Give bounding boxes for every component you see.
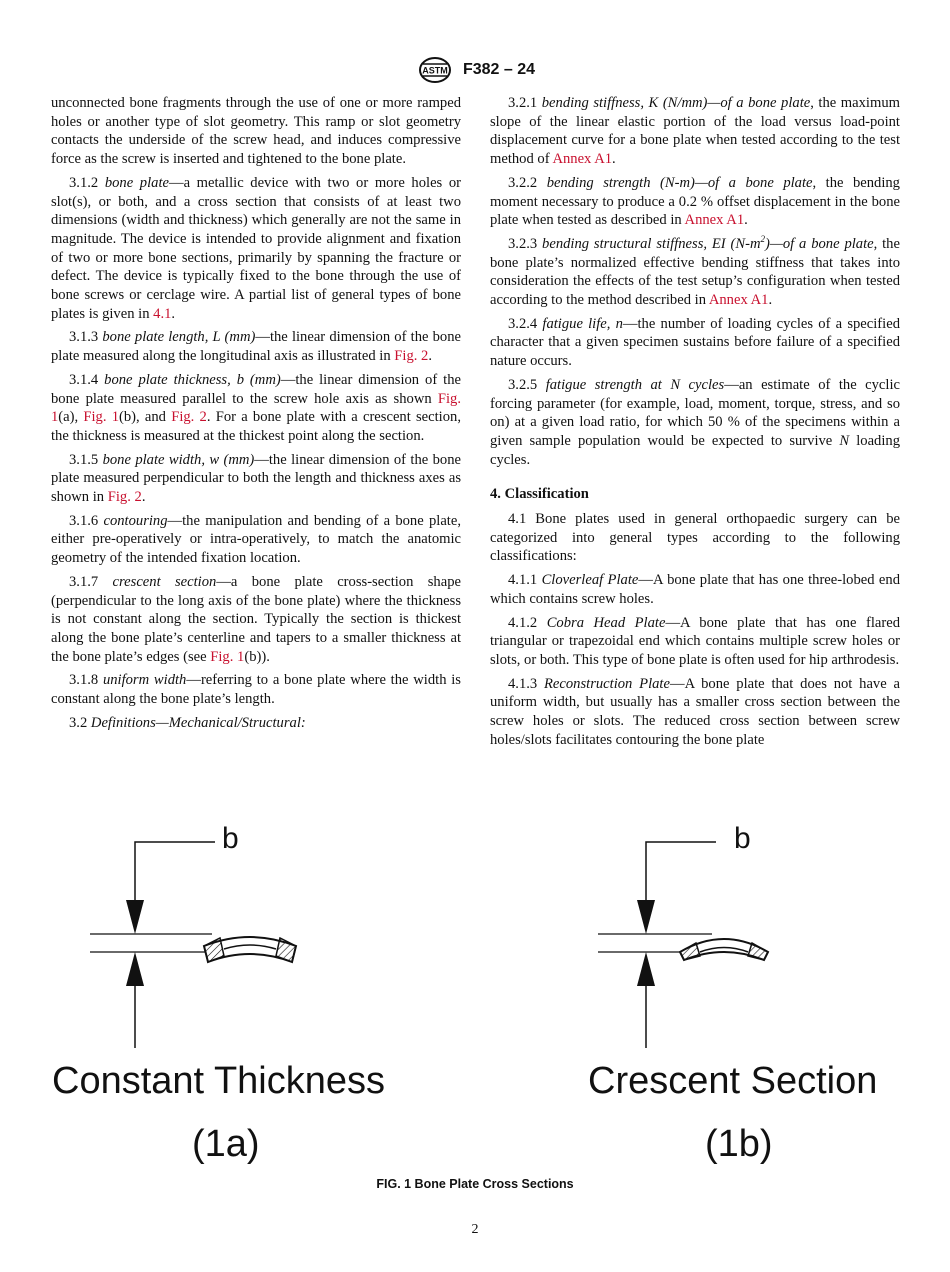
definition-cobra-head-plate: 4.1.2 Cobra Head Plate—A bone plate that has one flared triangular or trapezoidal end which contains multiple screw holes or slots, or both. This type of bone plate is often used for hip arthrodesis. xyxy=(490,614,900,668)
definition-bone-plate-width: 3.1.5 bone plate width, w (mm)—the linear dimension of the bone plate measured perpendicular to both the length and thickness axes as shown in Fig. 2. xyxy=(51,451,461,506)
definition-bending-strength: 3.2.2 bending strength (N-m)—of a bone plate, the bending moment necessary to produce a 0.2 % offset displacement in the bone plate when tested as described in Annex A1. xyxy=(490,174,900,229)
thickness-label-a: b xyxy=(222,822,239,855)
page-header xyxy=(0,56,950,84)
figure-link[interactable]: Fig. 1 xyxy=(210,648,245,665)
definition-cloverleaf-plate: 4.1.1 Cloverleaf Plate—A bone plate that has one three-lobed end which contains screw holes. xyxy=(490,572,900,607)
annex-link[interactable]: Annex A1 xyxy=(708,292,769,309)
figure-link[interactable]: Fig. 1 xyxy=(51,390,461,426)
definition-reconstruction-plate: 4.1.3 Reconstruction Plate—A bone plate that does not have a uniform width, but usually has a smaller cross section between the screw holes or slots. The reduced cross section between screw holes/slots facilitates contouring the bone plate xyxy=(490,675,900,748)
section-heading-classification: 4. Classification xyxy=(490,486,589,503)
page-number: 2 xyxy=(471,1222,479,1237)
annex-link[interactable]: Annex A1 xyxy=(552,151,613,168)
definition-bending-structural-stiffness: 3.2.3 bending structural stiffness, EI $(N-m^2)—of$ a bone plate, the bone plate’s normalized effective bending stiffness that takes into consideration the effects of the test setup’s configuration when tested according to the method described in Annex A1. xyxy=(490,234,900,309)
svg-text:ASTM: ASTM xyxy=(422,65,448,76)
constant-thickness-diagram xyxy=(90,842,296,1048)
annex-link[interactable]: Annex A1 xyxy=(684,212,745,229)
classification-intro: 4.1 Bone plates used in general orthopaedic surgery can be categorized into general types according to the following classifications: xyxy=(490,511,900,565)
definition-uniform-width: 3.1.8 uniform width—referring to a bone plate where the width is constant along the bone plate’s length. xyxy=(51,672,461,708)
definition-bone-plate-length: 3.1.3 bone plate length, L (mm)—the linear dimension of the bone plate measured along the longitudinal axis as illustrated in Fig. 2. xyxy=(51,329,461,365)
document-number: F382 – 24 xyxy=(462,61,536,78)
section-link[interactable]: 4.1 xyxy=(153,305,172,322)
label-constant-thickness: Constant Thickness xyxy=(52,1060,386,1102)
definition-bone-plate-thickness: 3.1.4 bone plate thickness, b (mm)—the linear dimension of the bone plate measured parallel to the screw hole axis as shown Fig. 1(a), Fig. 1(b), and Fig. 2. For a bone plate with a crescent section, the thickness is measured at the thickest point along the section. xyxy=(51,371,461,444)
right-column xyxy=(490,94,900,750)
label-1b: (1b) xyxy=(705,1123,773,1165)
label-1a: (1a) xyxy=(192,1123,260,1165)
left-column xyxy=(51,94,461,738)
figure-link[interactable]: Fig. 2 xyxy=(394,348,429,365)
definition-contouring: 3.1.6 contouring—the manipulation and bending of a bone plate, either pre-operatively or intra-operatively, to match the anatomic geometry of the intended fixation location. xyxy=(51,512,461,567)
paragraph: unconnected bone fragments through the use of one or more ramped holes or another type of slot geometry. This ramp or slot geometry contacts the underside of the screw head, and induces compressive force as the screw is inserted and tightened to the bone plate. xyxy=(51,95,461,168)
thickness-label-b: b xyxy=(734,822,751,855)
figure-link[interactable]: Fig. 2 xyxy=(107,489,142,506)
figure-link[interactable]: Fig. 1 xyxy=(83,409,120,426)
cross-section-drawing xyxy=(0,810,950,1180)
figure-bone-plate-cross-sections xyxy=(0,810,950,1180)
definition-bone-plate: 3.1.2 bone plate—a metallic device with two or more holes or slot(s), or both, and a cross section that consists of at least two dimensions (width and thickness) which generally are not the same in magnitude. The device is intended to provide alignment and fixation of two or more bone sections, primarily by spanning the fracture or defect. The device is typically fixed to the bone through the use of bone screws or cerclage wire. A partial list of general types of bone plates is given in 4.1. xyxy=(51,174,461,322)
section-mechanical-definitions: 3.2 Definitions—Mechanical/Structural: xyxy=(69,714,306,731)
definition-crescent-section: 3.1.7 crescent section—a bone plate cross-section shape (perpendicular to the long axis of the bone plate) where the thickness is not constant along the section. Typically the section is thickest along the bone plate’s centerline and tapers to a smaller thickness at the bone plate’s edges (see Fig. 1(b)). xyxy=(51,573,461,665)
definition-fatigue-life: 3.2.4 fatigue life, n—the number of loading cycles of a specified character that a given specimen sustains before failure of a specified nature occurs. xyxy=(490,315,900,370)
definition-fatigue-strength: 3.2.5 fatigue strength at N cycles—an estimate of the cyclic forcing parameter (for example, load, moment, torque, stress, and so on) at a given load ratio, for which 50 % of the specimens within a given sample population would be expected to survive N loading cycles. xyxy=(490,376,900,468)
astm-logo-icon xyxy=(415,56,455,84)
label-crescent-section: Crescent Section xyxy=(588,1060,878,1102)
crescent-section-diagram xyxy=(598,842,768,1048)
definition-bending-stiffness: 3.2.1 bending stiffness, K (N/mm)—of a bone plate, the maximum slope of the linear elastic portion of the load versus load-point displacement curve for a bone plate when tested according to the test method of Annex A1. xyxy=(490,95,900,168)
figure-caption: FIG. 1 Bone Plate Cross Sections xyxy=(376,1177,574,1191)
figure-link[interactable]: Fig. 2 xyxy=(171,409,207,426)
